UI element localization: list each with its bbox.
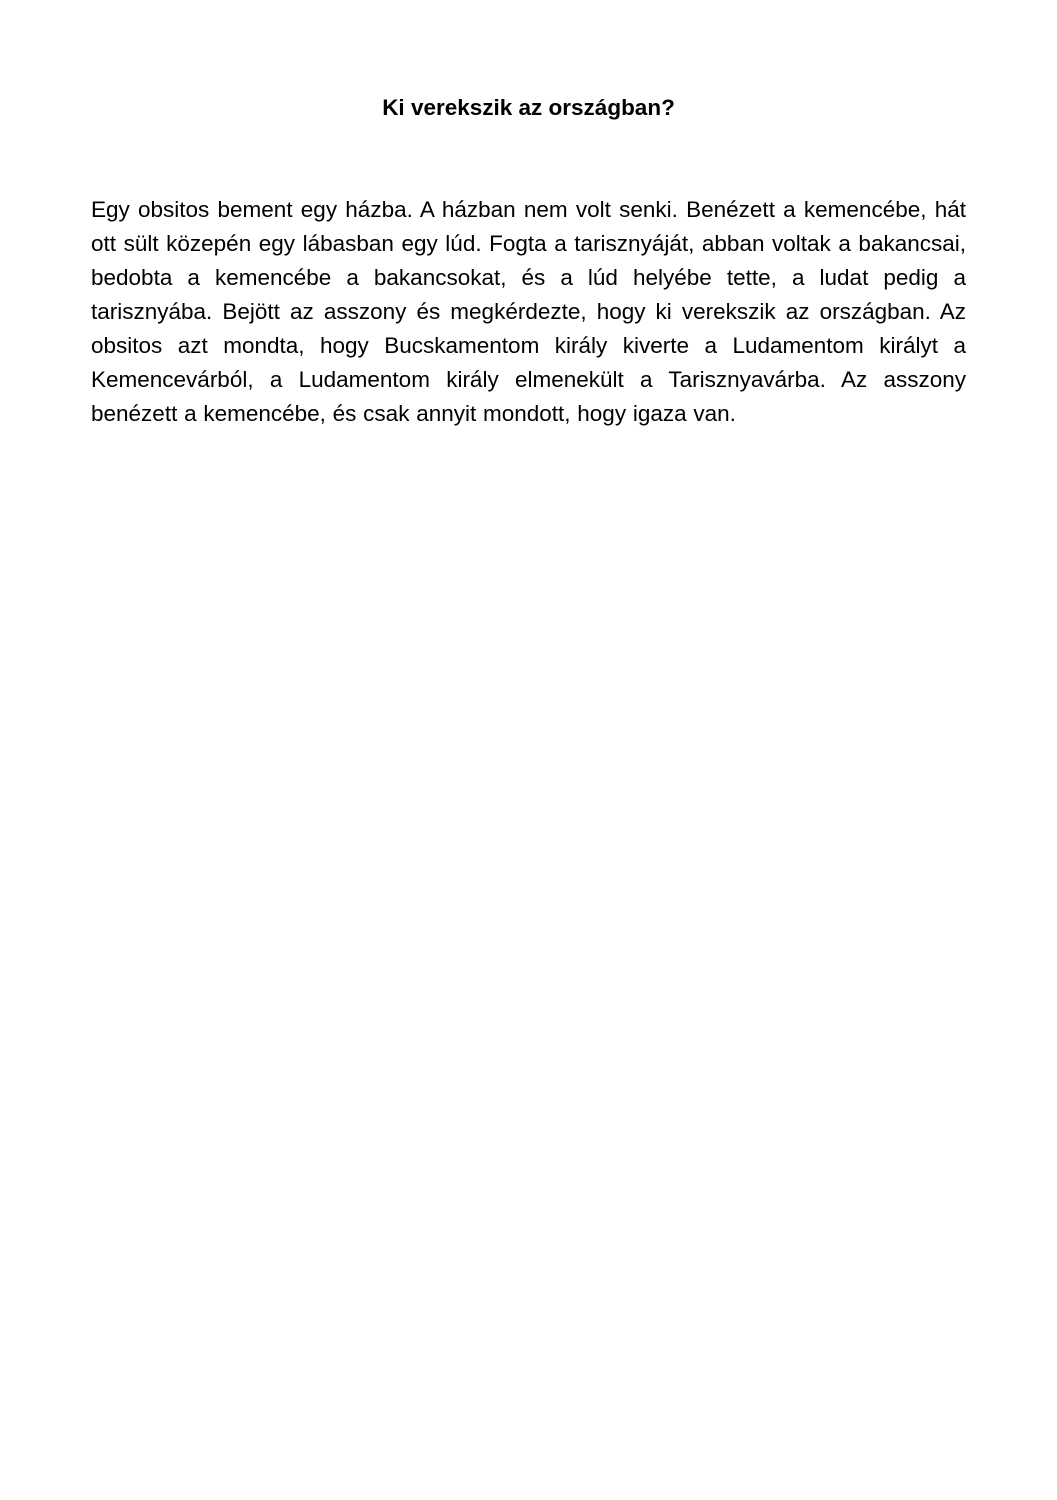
document-title: Ki verekszik az országban?: [382, 95, 675, 120]
story-paragraph: Egy obsitos bement egy házba. A házban nem volt senki. Benézett a kemencébe, hát ott sült közepén egy lábasban egy lúd. Fogta a tarisznyáját, abban voltak a bakancsai, bedobta a kemencébe a bakancsokat, és a lúd helyébe tette, a ludat pedig a tarisznyába. Bejött az asszony és megkérdezte, hogy ki verekszik az országban. Az obsitos azt mondta, hogy Bucskamentom király kiverte a Ludamentom királyt a Kemencevárból, a Ludamentom király elmenekült a Tarisznyavárba. Az asszony benézett a kemencébe, és csak annyit mondott, hogy igaza van.: [91, 197, 966, 426]
